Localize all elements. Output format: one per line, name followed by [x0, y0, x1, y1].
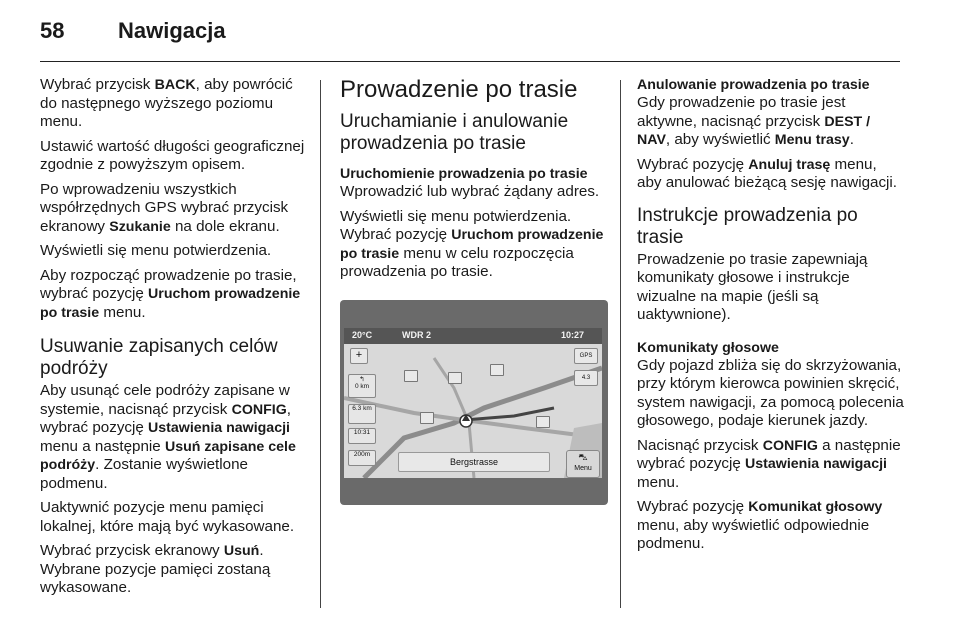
poi-icon [420, 412, 434, 424]
paragraph: Nacisnąć przycisk CONFIG a następnie wybrać pozycję Ustawienia nawigacji menu. [637, 436, 901, 491]
page-title: Nawigacja [118, 18, 226, 43]
section-heading: Uruchamianie i anulowanie prowadzenia po trasie [340, 111, 569, 154]
paragraph: Po wprowadzeniu wszystkich współrzędnych GPS wybrać przycisk ekranowy Szukanie na dole ekranu. [40, 180, 289, 235]
column-2 [340, 76, 608, 505]
paragraph: Gdy pojazd zbliża się do skrzyżowania, przy którym kierowca powinien skręcić, system nawigacji, za pomocą polecenia głosowego, podaje kierunek jazdy. [637, 356, 904, 429]
remaining-distance: 6.3 km [348, 404, 376, 424]
paragraph: Wybrać pozycję Komunikat głosowy menu, aby wyświetlić odpowiednie podmenu. [637, 498, 883, 552]
gps-button[interactable]: GPS [574, 348, 598, 364]
paragraph: Aby usunąć cele podróży zapisane w systemie, nacisnąć przycisk CONFIG, wybrać pozycję Ustawienia nawigacji menu a następnie Usuń zapisane cele podróży. Zostanie wyświetlone podmenu. [40, 382, 296, 492]
arrival-time: 10:31 [348, 428, 376, 444]
chapter-heading: Prowadzenie po trasie [340, 76, 578, 103]
turn-distance: ↰ 0 km [348, 374, 376, 398]
paragraph: Gdy prowadzenie po trasie jest aktywne, nacisnąć przycisk DEST / NAV, aby wyświetlić Menu trasy. [637, 94, 871, 148]
paragraph: Wybrać przycisk ekranowy Usuń. Wybrane pozycje pamięci zostaną wykasowane. [40, 542, 271, 596]
paragraph: Ustawić wartość długości geograficznej zgodnie z powyższym opisem. [40, 137, 305, 173]
poi-icon [448, 372, 462, 384]
street-name-bar: Bergstrasse [398, 452, 550, 472]
paragraph: Prowadzenie po trasie zapewniają komunikaty głosowe i instrukcje wizualne na mapie (jeśli są uaktywnione). [637, 250, 868, 323]
status-bar [344, 330, 602, 344]
navigation-screen-image [340, 300, 608, 505]
column-divider [320, 80, 321, 608]
menu-button[interactable]: ⛍ Menu [566, 450, 600, 478]
paragraph: Aby rozpocząć prowadzenie po trasie, wybrać pozycję Uruchom prowadzenie po trasie menu. [40, 266, 301, 321]
poi-icon [490, 364, 504, 376]
turn-arrow-icon: ↰ [359, 375, 365, 383]
subsection-heading: Komunikaty głosowe [637, 339, 779, 356]
column-1 [40, 76, 312, 604]
section-heading: Usuwanie zapisanych celów podróży [40, 336, 278, 379]
direction-button[interactable]: 4.3 [574, 370, 598, 386]
poi-icon [536, 416, 550, 428]
zoom-in-button[interactable]: + [350, 348, 368, 364]
paragraph: Wybrać pozycję Anuluj trasę menu, aby anulować bieżącą sesję nawigacji. [637, 155, 898, 191]
paragraph: Wyświetli się menu potwierdzenia. Wybrać pozycję Uruchom prowadzenie po trasie menu w celu rozpoczęcia prowadzenia po trasie. [340, 207, 604, 280]
header-rule [40, 61, 900, 62]
map-scale: 200m [348, 450, 376, 466]
paragraph: Wyświetli się menu potwierdzenia. [40, 242, 272, 259]
subsection-heading: Anulowanie prowadzenia po trasie [637, 77, 870, 93]
page-header [40, 18, 920, 54]
temperature-readout: 20°C [352, 329, 373, 340]
subsection-heading: Uruchomienie prowadzenia po trasie [340, 166, 588, 182]
radio-station: WDR 2 [402, 329, 431, 340]
car-icon: ⛍ [578, 451, 588, 462]
column-divider [620, 80, 621, 608]
column-3 [637, 76, 905, 560]
paragraph: Uaktywnić pozycje menu pamięci lokalnej, które mają być wykasowane. [40, 499, 295, 535]
poi-icon [404, 370, 418, 382]
paragraph: Wprowadzić lub wybrać żądany adres. [340, 183, 600, 200]
paragraph: Wybrać przycisk BACK, aby powrócić do następnego wyższego poziomu menu. [40, 76, 293, 130]
clock: 10:27 [560, 329, 584, 340]
section-heading: Instrukcje prowadzenia po trasie [637, 204, 858, 248]
page-number: 58 [40, 18, 65, 43]
